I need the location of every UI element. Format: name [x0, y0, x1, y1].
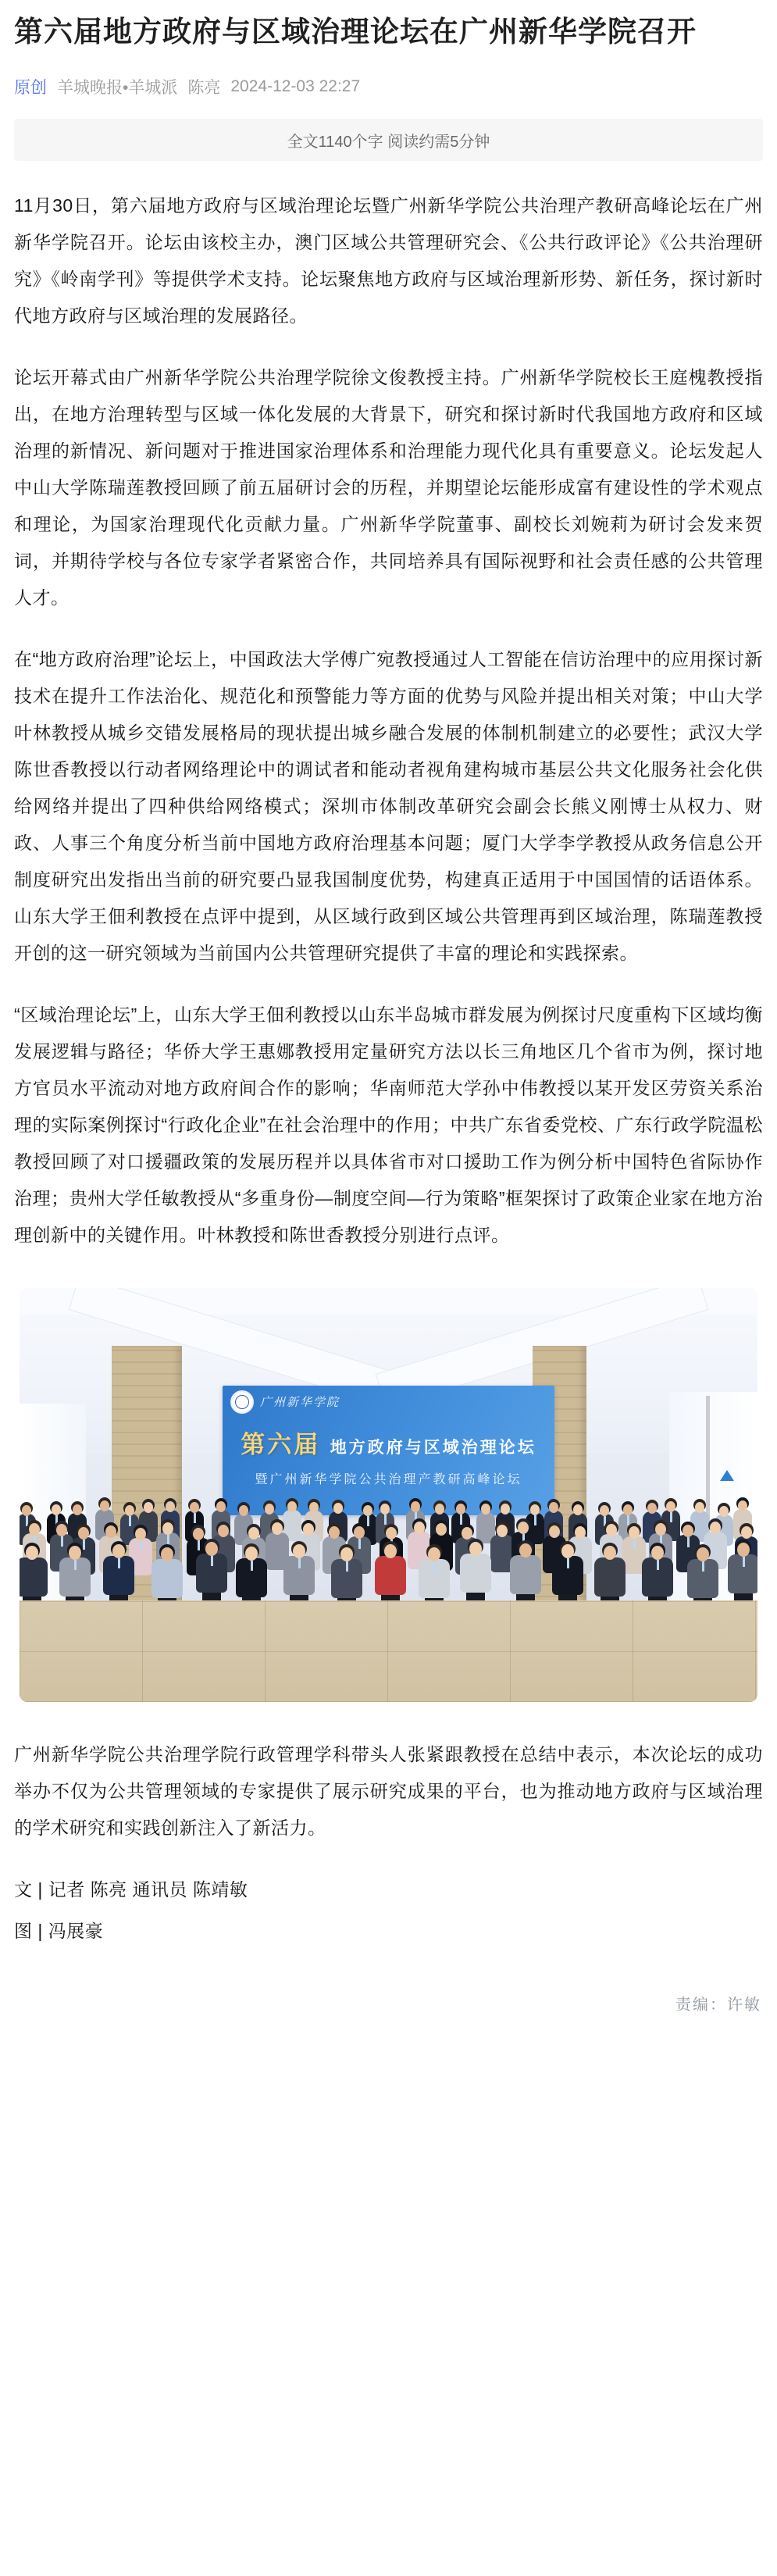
banner-logo-text: 广州新华学院 — [259, 1397, 340, 1410]
article-body — [14, 187, 763, 1950]
author-name: 陈亮 — [187, 79, 221, 97]
paragraph: 11月30日，第六届地方政府与区域治理论坛暨广州新华学院公共治理产教研高峰论坛在广州新华学院召开。论坛由该校主办，澳门区域公共管理研究会、《公共行政评论》《公共治理研究》《岭南学刊》等提供学术支持。论坛聚焦地方政府与区域治理新形势、新任务，探讨新时代地方政府与区域治理的发展路径。 — [14, 195, 763, 326]
paragraph: 在“地方政府治理”论坛上，中国政法大学傅广宛教授通过人工智能在信访治理中的应用探讨新技术在提升工作法治化、规范化和预警能力等方面的优势与风险并提出相关对策；中山大学叶林教授从城乡交错发展格局的现状提出城乡融合发展的体制机制建立的必要性；武汉大学陈世香教授以行动者网络理论中的调试者和能动者视角建构城市基层公共文化服务社会化供给网络并提出了四种供给网络模式；深圳市体制改革研究会副会长熊义刚博士从权力、财政、人事三个角度分析当前中国地方政府治理基本问题；厦门大学李学教授从政务信息公开制度研究出发指出当前的研究要凸显我国制度优势，构建真正适用于中国国情的话语体系。山东大学王佃利教授在点评中提到，从区域行政到区域公共管理再到区域治理，陈瑞莲教授开创的这一研究领域为当前国内公共管理研究提供了丰富的理论和实践探索。 — [14, 649, 763, 963]
article-title: 第六届地方政府与区域治理论坛在广州新华学院召开 — [14, 16, 697, 48]
paragraph: 论坛开幕式由广州新华学院公共治理学院徐文俊教授主持。广州新华学院校长王庭槐教授指出，在地方治理转型与区域一体化发展的大背景下，研究和探讨新时代我国地方政府和区域治理的新情况、新问题对于推进国家治理体系和治理能力现代化具有重要意义。论坛发起人中山大学陈瑞莲教授回顾了前五届研讨会的历程，并期望论坛能形成富有建设性的学术观点和理论，为国家治理现代化贡献力量。广州新华学院董事、副校长刘婉莉为研讨会发来贺词，并期待学校与各位专家学者紧密合作，共同培养具有国际视野和社会责任感的公共管理人才。 — [14, 367, 763, 608]
editor-credit: 责编：许敏 — [675, 1996, 761, 2014]
banner-title-rest: 地方政府与区域治理论坛 — [330, 1438, 536, 1457]
banner-subtitle: 暨广州新华学院公共治理产教研高峰论坛 — [255, 1472, 522, 1486]
byline — [14, 75, 763, 98]
article-photo[interactable] — [20, 1288, 757, 1702]
paragraph: 广州新华学院公共治理学院行政管理学科带头人张紧跟教授在总结中表示，本次论坛的成功举办不仅为公共管理领域的专家提供了展示研究成果的平台，也为推动地方政府与区域治理的学术研究和实践创新注入了新活力。 — [14, 1744, 763, 1838]
text-credit: 文 | 记者 陈亮 通讯员 陈靖敏 — [14, 1879, 248, 1900]
photo-credit: 图 | 冯展豪 — [14, 1921, 104, 1941]
paragraph: “区域治理论坛”上，山东大学王佃利教授以山东半岛城市群发展为例探讨尺度重构下区域均衡发展逻辑与路径；华侨大学王惠娜教授用定量研究方法以长三角地区几个省市为例，探讨地方官员水平流动对地方政府间合作的影响；华南师范大学孙中伟教授以某开发区劳资关系治理的实际案例探讨“行政化企业”在社会治理中的作用；中共广东省委党校、广东行政学院温松教授回顾了对口援疆政策的发展历程并以具体省市对口援助工作为例分析中国特色省际协作治理；贵州大学任敏教授从“多重身份—制度空间—行为策略”框架探讨了政策企业家在地方治理创新中的关键作用。叶林教授和陈世香教授分别进行点评。 — [14, 1004, 763, 1245]
original-badge: 原创 — [14, 79, 47, 97]
source-link[interactable]: 羊城晚报•羊城派 — [57, 79, 178, 97]
photo-floor — [20, 1600, 757, 1702]
banner-title-highlight: 第六届 — [241, 1430, 321, 1458]
publish-date: 2024-12-03 22:27 — [230, 77, 361, 95]
reading-info-bar — [14, 119, 763, 161]
reading-info-text: 全文1140个字 阅读约需5分钟 — [287, 133, 490, 151]
